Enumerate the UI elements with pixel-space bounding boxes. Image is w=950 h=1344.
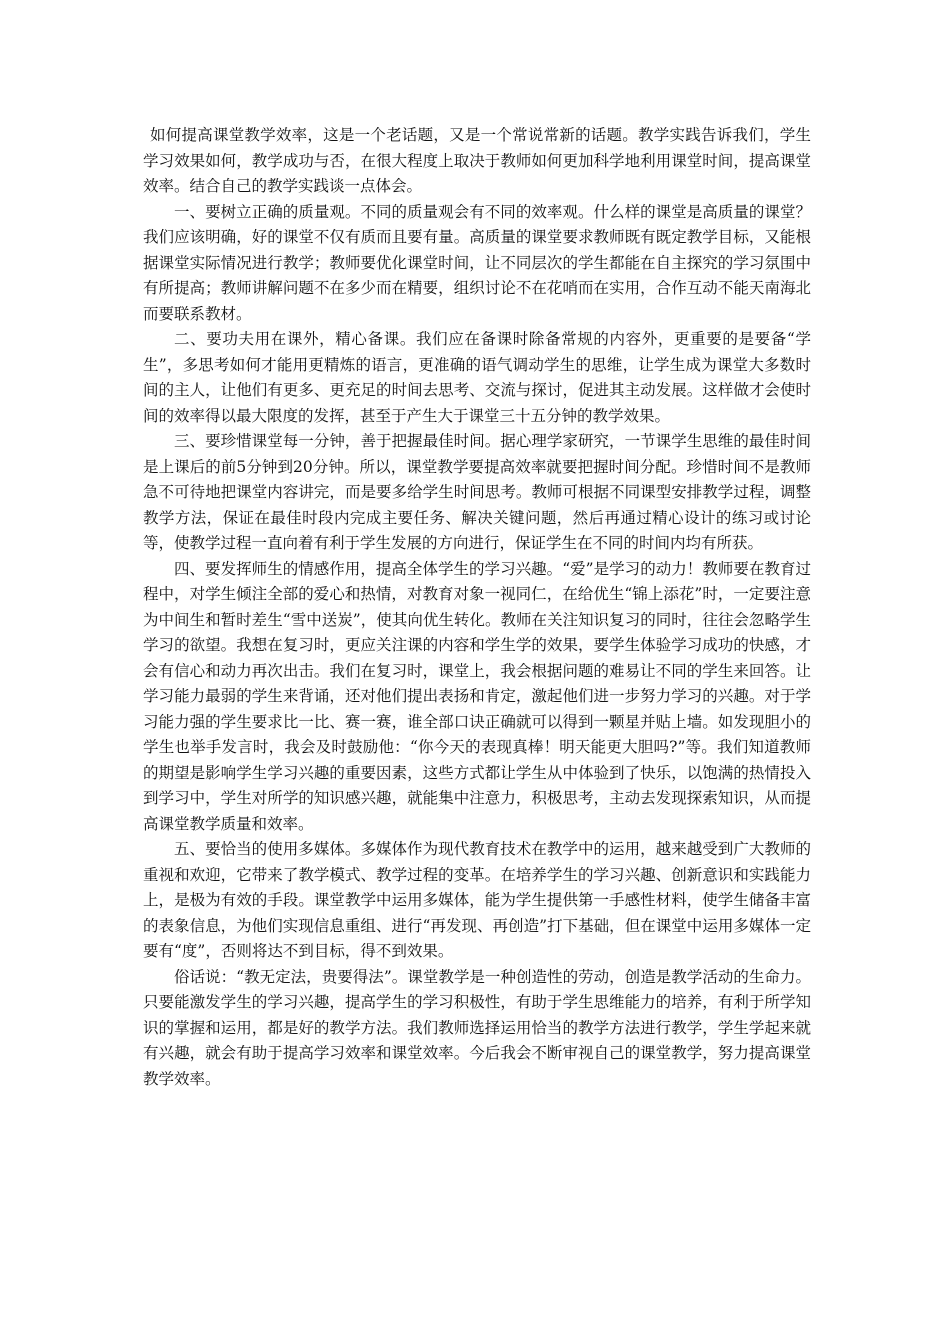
section-5-paragraph: 五、要恰当的使用多媒体。多媒体作为现代教育技术在教学中的运用，越来越受到广大教师的重视和欢迎，它带来了教学模式、教学过程的变革。在培养学生的学习兴趣、创新意识和实践能力上，是极为有效的手段。课堂教学中运用多媒体，能为学生提供第一手感性材料，使学生储备丰富的表象信息，为他们实现信息重组、进行“再发现、再创造”打下基础，但在课堂中运用多媒体一定要有“度”，否则将达不到目标，得不到效果。 [143,840,811,960]
section-2-paragraph: 二、要功夫用在课外，精心备课。我们应在备课时除备常规的内容外，更重要的是要备“学生”，多思考如何才能用更精炼的语言，更准确的语气调动学生的思维，让学生成为课堂大多数时间的主人，让他们有更多、更充足的时间去思考、交流与探讨，促进其主动发展。这样做才会使时间的效率得以最大限度的发挥，甚至于产生大于课堂三十五分钟的教学效果。 [143,330,811,425]
intro-paragraph: 如何提高课堂教学效率，这是一个老话题，又是一个常说常新的话题。教学实践告诉我们，学生学习效果如何，教学成功与否，在很大程度上取决于教师如何更加科学地利用课堂时间，提高课堂效率。结合自己的教学实践谈一点体会。 [143,126,811,195]
section-3-paragraph: 三、要珍惜课堂每一分钟，善于把握最佳时间。据心理学家研究，一节课学生思维的最佳时间是上课后的前5分钟到20分钟。所以，课堂教学要提高效率就要把握时间分配。珍惜时间不是教师急不可待地把课堂内容讲完，而是要多给学生时间思考。教师可根据不同课型安排教学过程，调整教学方法，保证在最佳时段内完成主要任务、解决关键问题，然后再通过精心设计的练习或讨论等，使教学过程一直向着有利于学生发展的方向进行，保证学生在不同的时间内均有所获。 [143,432,811,552]
section-1-paragraph: 一、要树立正确的质量观。不同的质量观会有不同的效率观。什么样的课堂是高质量的课堂？我们应该明确，好的课堂不仅有质而且要有量。高质量的课堂要求教师既有既定教学目标，又能根据课堂实际情况进行教学；教师要优化课堂时间，让不同层次的学生都能在自主探究的学习氛围中有所提高；教师讲解问题不在多少而在精要，组织讨论不在花哨而在实用，合作互动不能天南海北而要联系教材。 [143,202,811,323]
document-body [143,123,811,1092]
section-4-paragraph: 四、要发挥师生的情感作用，提高全体学生的学习兴趣。“爱”是学习的动力！教师要在教育过程中，对学生倾注全部的爱心和热情，对教育对象一视同仁，在给优生“锦上添花”时，一定要注意为中间生和暂时差生“雪中送炭”，使其向优生转化。教师在关注知识复习的同时，往往会忽略学生学习的欲望。我想在复习时，更应关注课的内容和学生学的效果，要学生体验学习成功的快感，才会有信心和动力再次出击。我们在复习时，课堂上，我会根据问题的难易让不同的学生来回答。让学习能力最弱的学生来背诵，还对他们提出表扬和肯定，激起他们进一步努力学习的兴趣。对于学习能力强的学生要求比一比、赛一赛，谁全部口诀正确就可以得到一颗星并贴上墙。如发现胆小的学生也举手发言时，我会及时鼓励他：“你今天的表现真棒！明天能更大胆吗?”等。我们知道教师的期望是影响学生学习兴趣的重要因素，这些方式都让学生从中体验到了快乐，以饱满的热情投入到学习中，学生对所学的知识感兴趣，就能集中注意力，积极思考，主动去发现探索知识，从而提高课堂教学质量和效率。 [143,559,811,833]
conclusion-paragraph: 俗话说：“教无定法，贵要得法”。课堂教学是一种创造性的劳动，创造是教学活动的生命力。只要能激发学生的学习兴趣，提高学生的学习积极性，有助于学生思维能力的培养，有利于所学知识的掌握和运用，都是好的教学方法。我们教师选择运用恰当的教学方法进行教学，学生学起来就有兴趣，就会有助于提高学习效率和课堂效率。今后我会不断审视自己的课堂教学，努力提高课堂教学效率。 [143,967,811,1088]
